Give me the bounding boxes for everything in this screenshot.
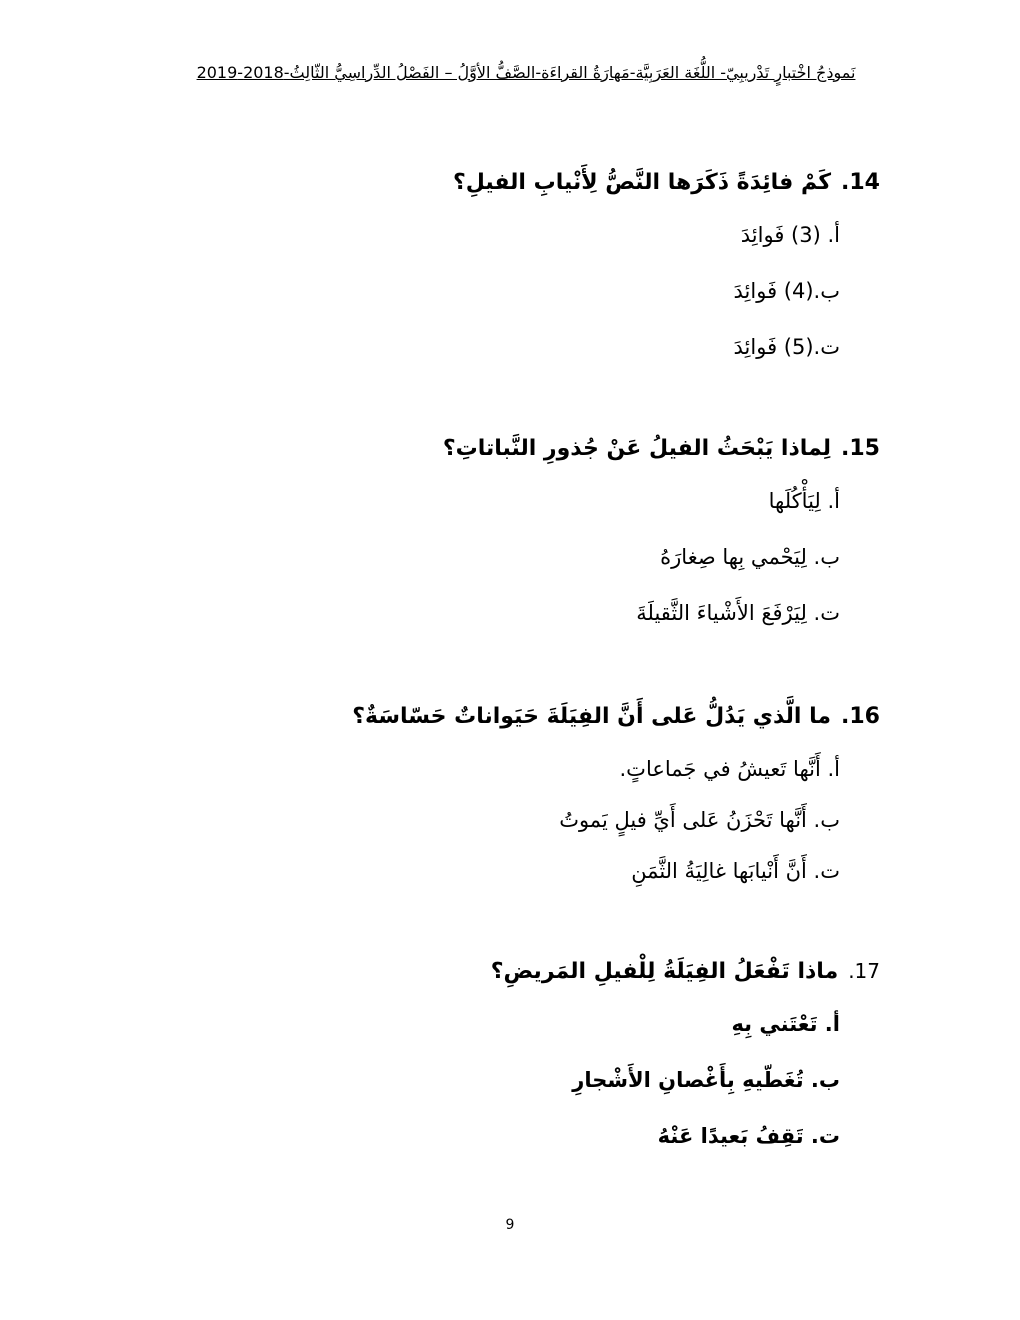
question-stem bbox=[160, 432, 880, 466]
question-text: كَمْ فائِدَةً ذَكَرَها النَّصُّ لِأَنْيابِ الفيلِ؟ bbox=[452, 170, 832, 195]
options-list bbox=[160, 752, 880, 888]
question-stem bbox=[160, 954, 880, 989]
question-stem bbox=[160, 166, 880, 200]
question-number: 15. bbox=[841, 436, 880, 461]
option-a: أ. (3) فَوائِدَ bbox=[740, 223, 840, 247]
option-b: ب. لِيَحْمي بِها صِغارَهُ bbox=[660, 545, 840, 569]
page-number: 9 bbox=[505, 1217, 515, 1233]
question-text: لِماذا يَبْحَثُ الفيلُ عَنْ جُذورِ النَّباتاتِ؟ bbox=[442, 436, 832, 461]
page-header: نَموذجُ اخْتبارٍ تَدْريبِيّ- اللُّغَة العَرَبِيَّة-مَهارَةُ القراءَة-الصَّفُّ الأوَّلُ – الفَصْلُ الدِّراسِيُّ الثّالِثُ-2018-2019 bbox=[196, 63, 856, 82]
question-number: 14. bbox=[841, 170, 880, 195]
question-17 bbox=[160, 954, 880, 1153]
question-number: 16. bbox=[841, 704, 880, 729]
question-text: ماذا تَفْعَلُ الفِيَلَةُ لِلْفيلِ المَريضِ؟ bbox=[490, 959, 839, 984]
option-c: ت. أَنَّ أَنْيابَها غالِيَةُ الثَّمَنِ bbox=[631, 859, 840, 883]
option-c: ت. لِيَرْفَعَ الأَشْياءَ الثَّقيلَةَ bbox=[636, 601, 840, 625]
question-text: ما الَّذي يَدُلُّ عَلى أَنَّ الفِيَلَةَ حَيَواناتٌ حَسّاسَةٌ؟ bbox=[352, 704, 832, 729]
option-b: ب. تُغَطّيهِ بِأَغْصانِ الأَشْجارِ bbox=[572, 1068, 840, 1092]
question-15 bbox=[160, 432, 880, 630]
option-b: ب. أَنَّها تَحْزَنُ عَلى أَيِّ فيلٍ يَموتُ bbox=[559, 808, 840, 832]
question-16 bbox=[160, 700, 880, 888]
option-a: أ. تَعْتَني بِهِ bbox=[731, 1012, 840, 1036]
question-14 bbox=[160, 166, 880, 364]
option-a: أ. أَنَّها تَعيشُ في جَماعاتٍ. bbox=[619, 757, 840, 781]
option-a: أ. لِيَأْكُلَها bbox=[768, 489, 840, 513]
question-number: 17. bbox=[848, 959, 880, 983]
options-list bbox=[160, 1007, 880, 1153]
option-c: ت. تَقِفُ بَعيدًا عَنْهُ bbox=[657, 1124, 840, 1148]
options-list bbox=[160, 484, 880, 630]
question-stem bbox=[160, 700, 880, 734]
option-b: ب.(4) فَوائِدَ bbox=[733, 279, 840, 303]
option-c: ت.(5) فَوائِدَ bbox=[733, 335, 840, 359]
options-list bbox=[160, 218, 880, 364]
